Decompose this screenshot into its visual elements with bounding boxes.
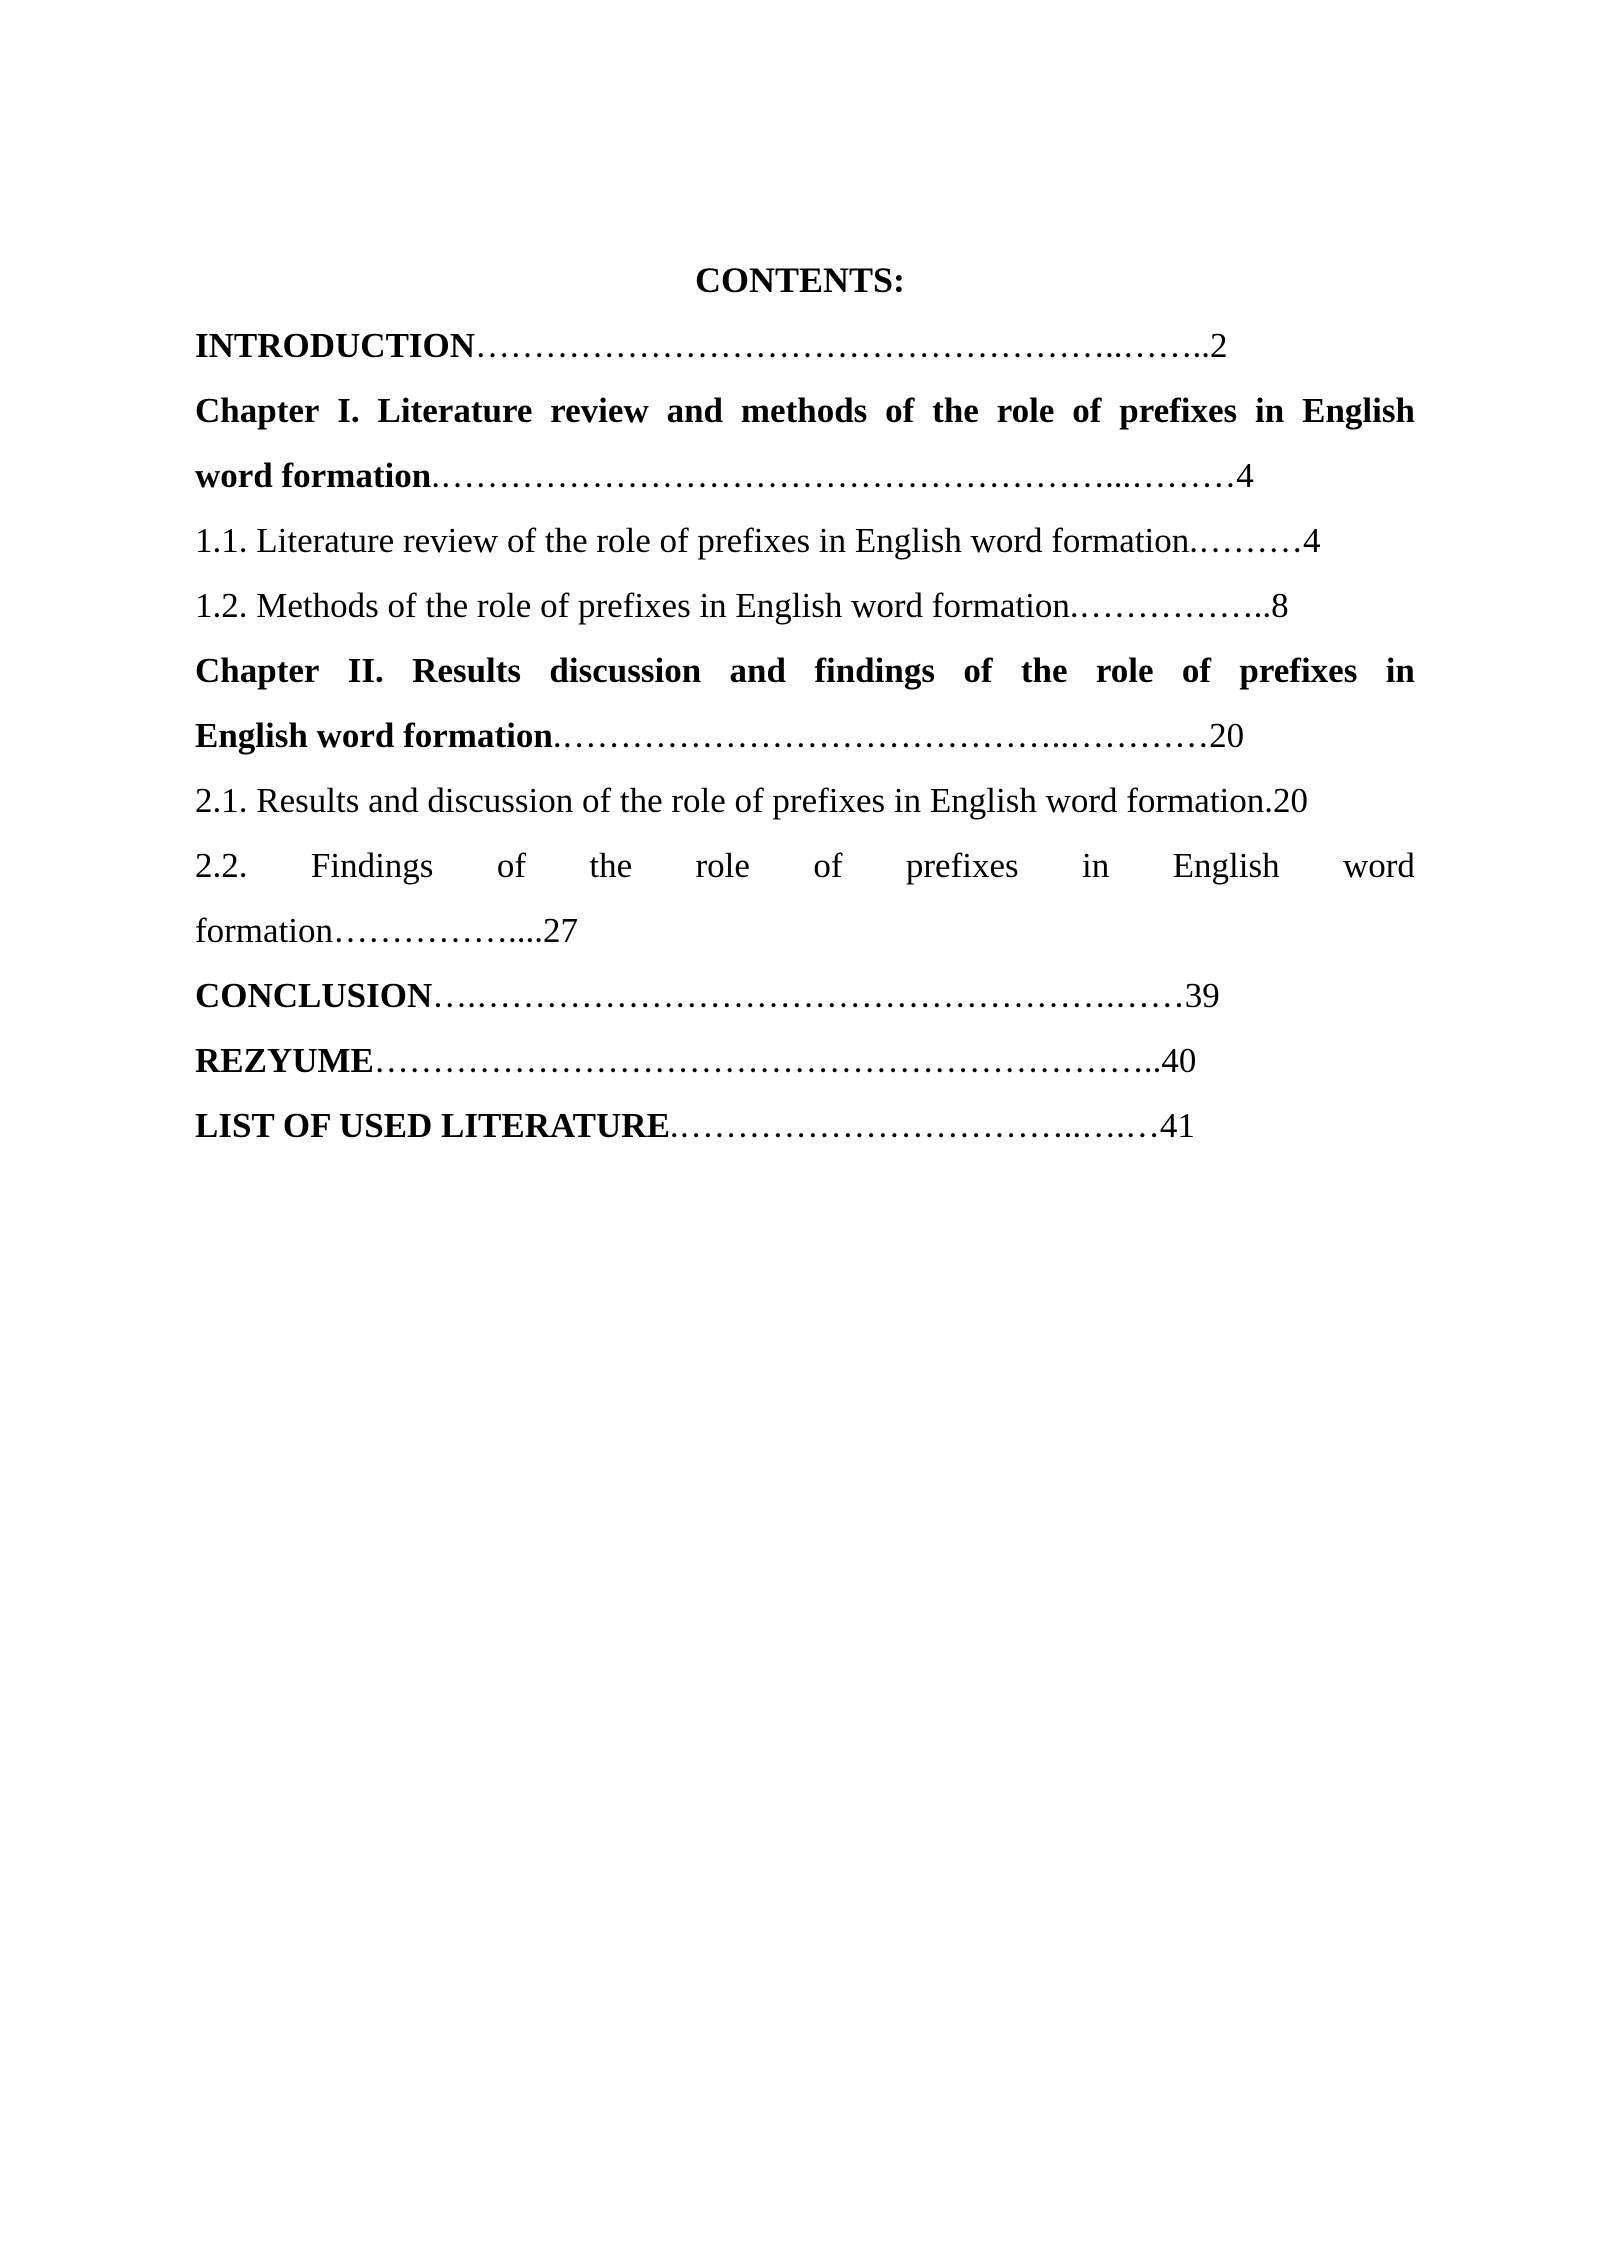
toc-entry-leader-page: …………………………………………………………..40 [373,1041,1197,1080]
toc-word: of [1072,391,1102,430]
toc-entry-rezyume [195,1039,1415,1083]
toc-word: Results [412,651,522,690]
toc-entry-introduction [195,324,1415,368]
toc-word: I. [337,391,360,430]
toc-entry-2-1 [195,779,1415,823]
contents-title: CONTENTS: [694,260,906,300]
toc-entry-literature [195,1104,1415,1148]
toc-word: discussion [549,651,702,690]
toc-entry-1-1 [195,519,1415,563]
toc-word: of [885,391,915,430]
toc-entry-conclusion [195,974,1415,1018]
toc-word: of [963,651,993,690]
toc-entry-2-2-line-2 [195,909,1415,953]
toc-word: review [550,391,649,430]
toc-entry-chapter-2-line-1 [195,649,1415,693]
toc-word: prefixes [905,846,1019,885]
toc-word: in [1385,651,1415,690]
toc-word: English [1172,846,1280,885]
toc-word: English [1302,391,1415,430]
toc-word: Chapter [195,651,320,690]
toc-entry-label: CONCLUSION [195,976,433,1015]
toc-entry-text: 2.1. Results and discussion of the role of prefixes in English word formation.20 [195,781,1309,820]
toc-word: findings [814,651,935,690]
toc-entry-label: REZYUME [195,1041,374,1080]
toc-word: role [1095,651,1154,690]
toc-entry-1-2 [195,584,1415,628]
toc-word: of [813,846,843,885]
toc-entry-leader-page: ….……………………………………………….……39 [432,976,1220,1015]
toc-word: 2.2. [195,846,248,885]
toc-word: role [996,391,1055,430]
toc-word: II. [347,651,384,690]
toc-word: Literature [377,391,533,430]
toc-word: of [1181,651,1212,690]
toc-entry-chapter-2-line-2 [195,714,1415,758]
toc-word: the [1020,651,1068,690]
toc-entry-chapter-1-line-2 [195,454,1415,498]
toc-word: word [1342,846,1415,885]
toc-word: methods [740,391,868,430]
toc-word: Chapter [195,391,320,430]
toc-entry-text: 1.2. Methods of the role of prefixes in English word formation.……………..8 [195,586,1289,625]
toc-entry-leader-page: .…………………………………………………...………4 [431,456,1254,495]
toc-entry-text: 1.1. Literature review of the role of prefixes in English word formation.………4 [195,521,1321,560]
toc-word: of [496,846,526,885]
toc-entry-label: word formation [195,456,432,495]
toc-word: the [932,391,979,430]
toc-entry-text: formation……………....27 [195,911,579,950]
toc-word: and [666,391,724,430]
toc-entry-label: English word formation [195,716,553,755]
toc-entry-leader-page: ………………………………………………..……..2 [475,326,1228,365]
toc-word: prefixes [1119,391,1238,430]
toc-word: in [1082,846,1110,885]
toc-entry-leader-page: .……………………………………..…………20 [552,716,1245,755]
toc-entry-chapter-1-line-1 [195,389,1415,433]
toc-word: role [695,846,750,885]
toc-entry-label: LIST OF USED LITERATURE [195,1106,670,1145]
toc-word: and [729,651,786,690]
toc-entry-leader-page: .……………………………..….…41 [669,1106,1195,1145]
toc-word: the [589,846,633,885]
toc-entry-label: INTRODUCTION [195,326,476,365]
toc-word: in [1255,391,1285,430]
toc-word: Findings [310,846,434,885]
toc-entry-2-2-line-1 [195,844,1415,888]
toc-word: prefixes [1239,651,1358,690]
